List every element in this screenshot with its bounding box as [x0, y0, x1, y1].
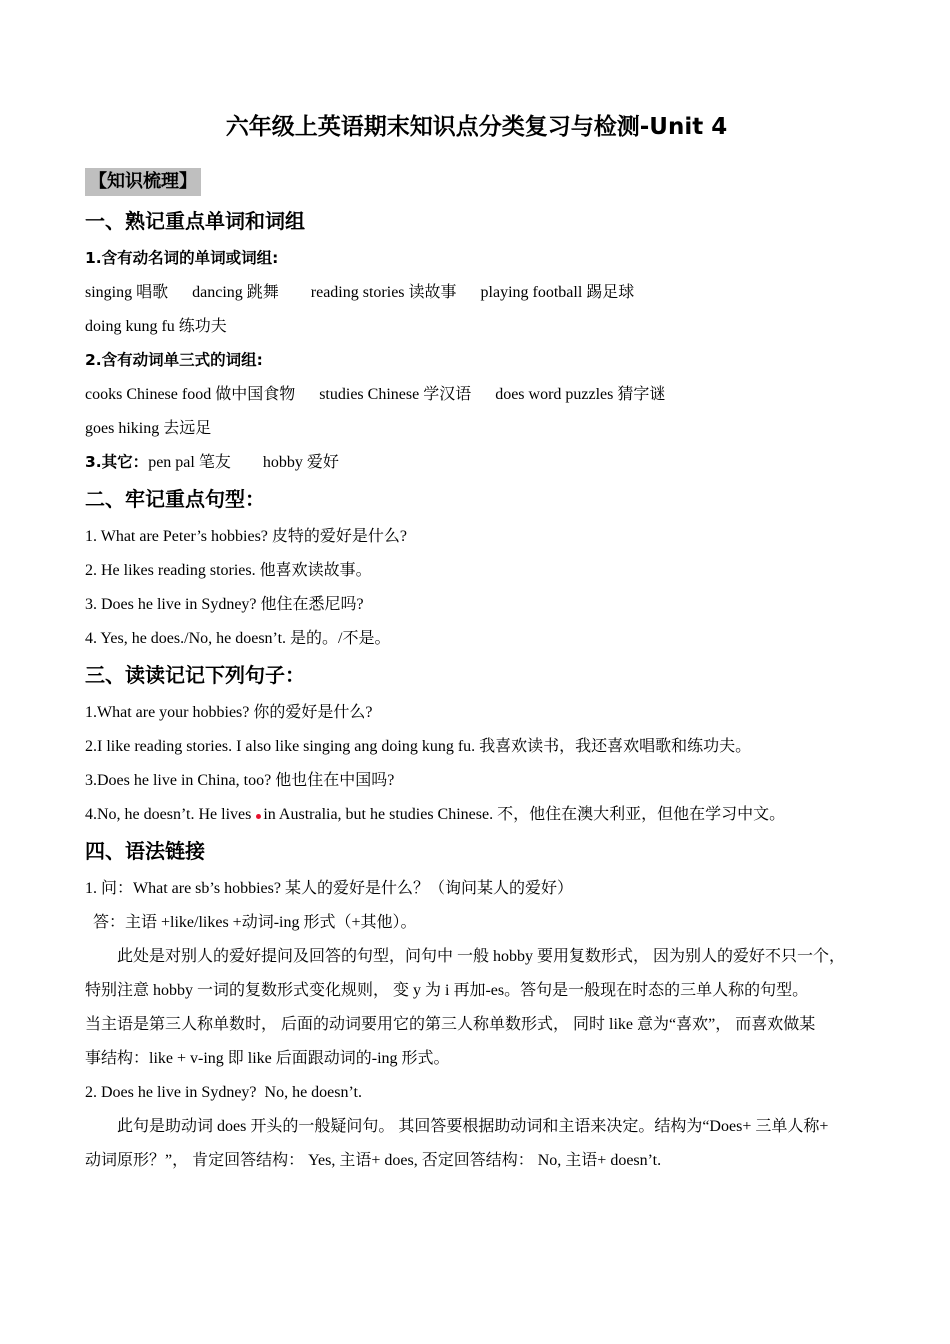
grammar-line-3: 此处是对别人的爱好提问及回答的句型，问句中 一般 hobby 要用复数形式， 因为别人的爱好不只一个，	[117, 948, 846, 965]
badge-row	[85, 168, 868, 196]
grammar-line-7: 2. Does he live in Sydney? No, he doesn’t.	[85, 1084, 362, 1101]
sublabel-3-lead: 3.其它：	[85, 453, 149, 471]
section3-sentence-2: 2.I like reading stories. I also like singing ang doing kung fu. 我喜欢读书，我还喜欢唱歌和练功夫。	[85, 738, 752, 755]
section2-sentence-3: 3. Does he live in Sydney? 他住在悉尼吗?	[85, 596, 364, 613]
vocab-line-gerunds-2: doing kung fu 练功夫	[85, 318, 227, 335]
grammar-line-4: 特别注意 hobby 一词的复数形式变化规则， 变 y 为 i 再加-es。答句是一般现在时态的三单人称的句型。	[85, 982, 809, 999]
section1-sublabel-3	[85, 452, 868, 473]
knowledge-outline-badge: 【知识梳理】	[85, 168, 201, 196]
section1-sublabel-1: 1.含有动名词的单词或词组:	[85, 249, 279, 267]
grammar-line-5: 当主语是第三人称单数时， 后面的动词要用它的第三人称单数形式， 同时 like 意为“喜欢”， 而喜欢做某	[85, 1016, 816, 1033]
grammar-line-8: 此句是助动词 does 开头的一般疑问句。 其回答要根据助动词和主语来决定。结构为“Does+ 三单人称+	[117, 1118, 829, 1135]
section3-sentence-3: 3.Does he live in China, too? 他也住在中国吗?	[85, 772, 395, 789]
page-title: 六年级上英语期末知识点分类复习与检测-Unit 4	[225, 114, 728, 140]
vocab-line-thirdperson-1: cooks Chinese food 做中国食物 studies Chinese 学汉语 does word puzzles 猜字谜	[85, 386, 666, 403]
sentence-4-part-b: in Australia, but he studies Chinese. 不，他住在澳大利亚，但他在学习中文。	[263, 806, 786, 823]
vocab-line-gerunds-1: singing 唱歌 dancing 跳舞 reading stories 读故事 playing football 踢足球	[85, 284, 635, 301]
red-dot-mark	[256, 814, 261, 819]
section1-sublabel-2: 2.含有动词单三式的词组:	[85, 351, 263, 369]
grammar-line-9: 动词原形？”， 肯定回答结构： Yes, 主语+ does, 否定回答结构： No, 主语+ doesn’t.	[85, 1152, 662, 1169]
section3-sentence-1: 1.What are your hobbies? 你的爱好是什么?	[85, 704, 373, 721]
section3-heading: 三、读读记记下列句子：	[85, 663, 305, 687]
grammar-line-2: 答：主语 +like/likes +动词-ing 形式（+其他）。	[93, 914, 417, 931]
section2-sentence-1: 1. What are Peter’s hobbies? 皮特的爱好是什么?	[85, 528, 408, 545]
grammar-line-1: 1. 问：What are sb’s hobbies? 某人的爱好是什么？（询问某人的爱好）	[85, 880, 573, 897]
section2-sentence-2: 2. He likes reading stories. 他喜欢读故事。	[85, 562, 372, 579]
section3-sentence-4	[85, 804, 868, 825]
sentence-4-part-a: 4.No, he doesn’t. He lives	[85, 806, 256, 823]
vocab-line-thirdperson-2: goes hiking 去远足	[85, 420, 212, 437]
section4-heading: 四、语法链接	[85, 839, 205, 863]
section2-sentence-4: 4. Yes, he does./No, he doesn’t. 是的。/不是。	[85, 630, 391, 647]
sublabel-3-rest: pen pal 笔友 hobby 爱好	[148, 454, 339, 471]
section2-heading: 二、牢记重点句型：	[85, 487, 265, 511]
grammar-line-6: 事结构：like + v-ing 即 like 后面跟动词的-ing 形式。	[85, 1050, 450, 1067]
section1-heading: 一、熟记重点单词和词组	[85, 209, 305, 233]
